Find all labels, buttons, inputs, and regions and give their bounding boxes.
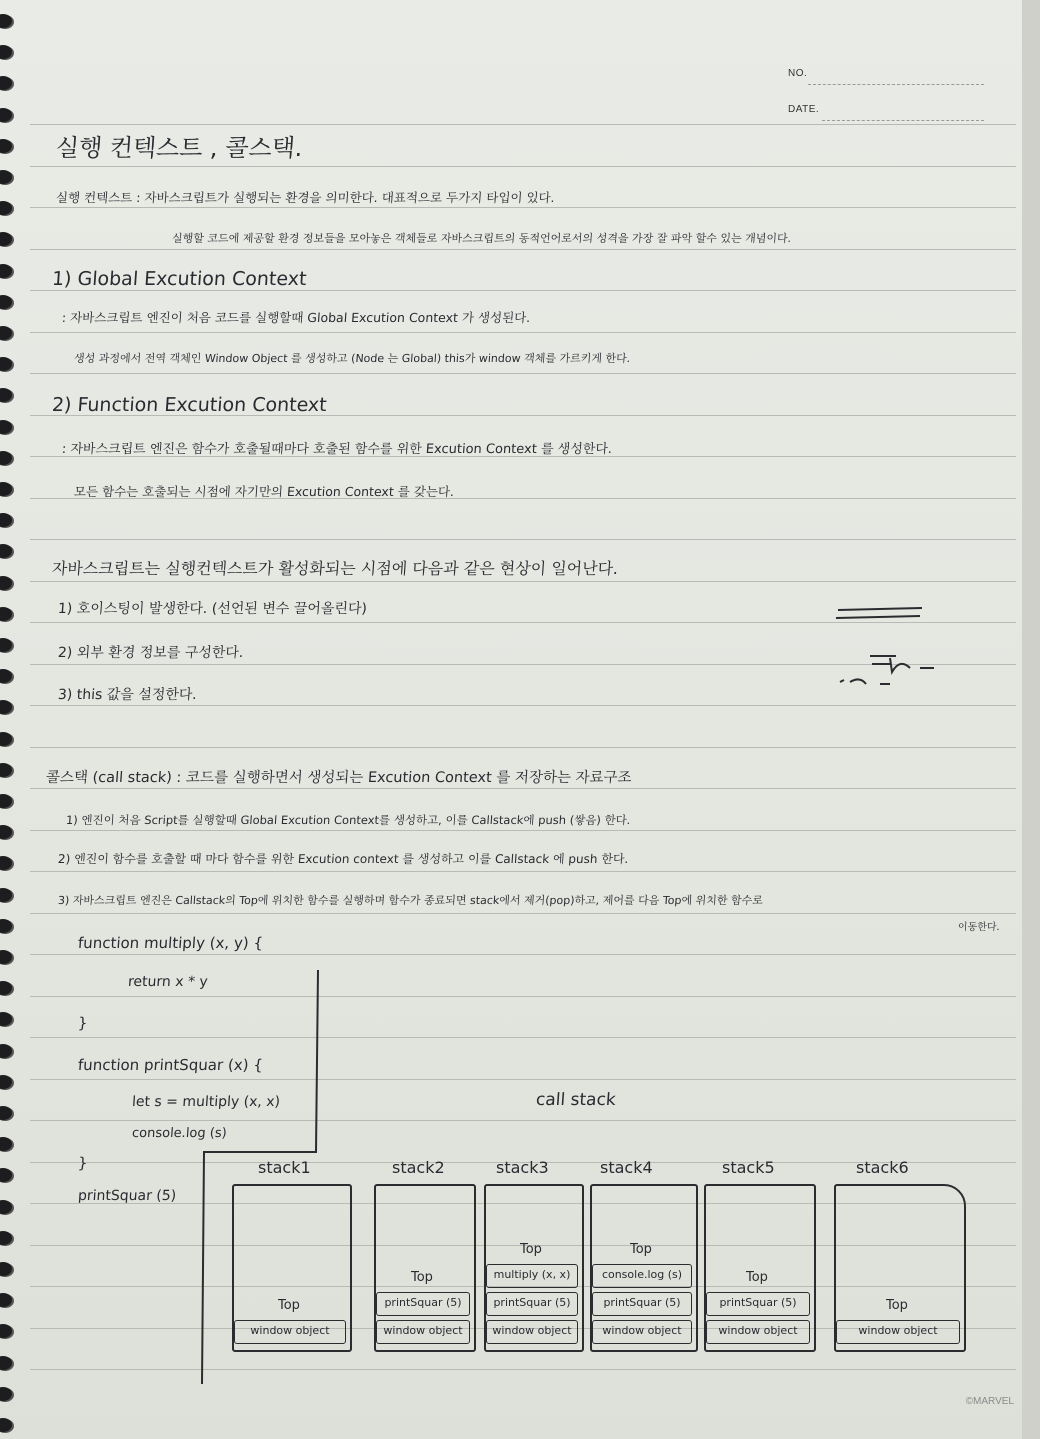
binding-ring bbox=[0, 1168, 12, 1182]
binding-ring bbox=[0, 1137, 12, 1151]
activation-heading: 자바스크립트는 실행컨텍스트가 활성화되는 시점에 다음과 같은 현상이 일어난다. bbox=[51, 559, 619, 578]
binding-ring bbox=[0, 108, 12, 122]
diagram-title: call stack bbox=[535, 1090, 617, 1110]
ruled-line bbox=[30, 705, 1016, 706]
binding-ring bbox=[0, 1356, 12, 1370]
binding-ring bbox=[0, 1231, 12, 1245]
binding-ring bbox=[0, 326, 12, 340]
binding-ring bbox=[0, 950, 12, 964]
binding-ring bbox=[0, 1044, 12, 1058]
binding-ring bbox=[0, 388, 12, 402]
binding-ring bbox=[0, 732, 12, 746]
ruled-line bbox=[30, 996, 1016, 997]
binding-ring bbox=[0, 1262, 12, 1276]
code-line-1: function multiply (x, y) { bbox=[77, 934, 264, 952]
binding-ring bbox=[0, 1387, 12, 1401]
ruled-line bbox=[30, 290, 1016, 291]
binding-ring bbox=[0, 201, 12, 215]
ruled-line bbox=[30, 581, 1016, 582]
stack-item: multiply (x, x) bbox=[486, 1264, 578, 1288]
stack-item: window object bbox=[836, 1320, 960, 1344]
function-line-1: : 자바스크립트 엔진은 함수가 호출될때마다 호출된 함수를 위한 Excution Context 를 생성한다. bbox=[61, 442, 613, 457]
binding-ring bbox=[0, 576, 12, 590]
code-line-7: } bbox=[77, 1154, 89, 1172]
ruled-line bbox=[30, 954, 1016, 955]
binding-ring bbox=[0, 856, 12, 870]
stack-label-6: stack6 bbox=[856, 1158, 909, 1177]
page-title: 실행 컨텍스트 , 콜스택. bbox=[54, 134, 304, 162]
code-line-3: } bbox=[77, 1014, 89, 1032]
code-line-2: return x * y bbox=[127, 974, 209, 990]
ruled-line bbox=[30, 747, 1016, 748]
global-line-1: : 자바스크립트 엔진이 처음 코드를 실행할때 Global Excution Context 가 생성된다. bbox=[61, 310, 531, 325]
binding-ring bbox=[0, 482, 12, 496]
callstack-step-1: 1) 엔진이 처음 Script를 실행할때 Global Excution Context를 생성하고, 이를 Callstack에 push (쌓음) 한다. bbox=[65, 813, 631, 827]
binding-ring bbox=[0, 794, 12, 808]
top-label-5: Top bbox=[746, 1270, 768, 1285]
binding-ring bbox=[0, 420, 12, 434]
activation-item-3: 3) this 값을 설정한다. bbox=[57, 687, 198, 703]
stack-label-1: stack1 bbox=[258, 1158, 311, 1177]
stack-item: printSquar (5) bbox=[486, 1292, 578, 1316]
top-label-6: Top bbox=[886, 1298, 908, 1313]
callstack-heading: 콜스택 (call stack) : 코드를 실행하면서 생성되는 Excution Context 를 저장하는 자료구조 bbox=[45, 770, 633, 786]
binding-ring bbox=[0, 1200, 12, 1214]
stack-label-2: stack2 bbox=[392, 1158, 445, 1177]
ruled-line bbox=[30, 830, 1016, 831]
binding-ring bbox=[0, 513, 12, 527]
page-edge bbox=[1022, 0, 1040, 1439]
code-line-4: function printSquar (x) { bbox=[77, 1056, 264, 1074]
activation-item-1: 1) 호이스팅이 발생한다. (선언된 변수 끌어올린다) bbox=[57, 601, 368, 617]
binding-ring bbox=[0, 264, 12, 278]
stack-item: window object bbox=[486, 1320, 578, 1344]
binding-ring bbox=[0, 1418, 12, 1432]
binding-ring bbox=[0, 232, 12, 246]
binding-ring bbox=[0, 45, 12, 59]
ruled-line bbox=[30, 1369, 1016, 1370]
binding-ring bbox=[0, 700, 12, 714]
binding-ring bbox=[0, 76, 12, 90]
binding-ring bbox=[0, 638, 12, 652]
code-line-6: console.log (s) bbox=[131, 1126, 228, 1141]
binding-ring bbox=[0, 357, 12, 371]
ruled-line bbox=[30, 249, 1016, 250]
stack-item: printSquar (5) bbox=[376, 1292, 470, 1316]
binding-ring bbox=[0, 544, 12, 558]
stack-label-3: stack3 bbox=[496, 1158, 549, 1177]
scribble-mark bbox=[830, 598, 970, 698]
no-line bbox=[808, 84, 984, 85]
stack-item: window object bbox=[706, 1320, 810, 1344]
stack-label-5: stack5 bbox=[722, 1158, 775, 1177]
binding-ring bbox=[0, 451, 12, 465]
date-line bbox=[822, 120, 984, 121]
binding-ring bbox=[0, 888, 12, 902]
ruled-line bbox=[30, 913, 1016, 914]
ruled-line bbox=[30, 539, 1016, 540]
ruled-line bbox=[30, 1037, 1016, 1038]
binding-ring bbox=[0, 1106, 12, 1120]
code-line-8: printSquar (5) bbox=[77, 1188, 177, 1204]
stack-item: console.log (s) bbox=[592, 1264, 692, 1288]
binding-ring bbox=[0, 14, 12, 28]
binding-ring bbox=[0, 825, 12, 839]
brand-logo: ©MARVEL bbox=[965, 1396, 1014, 1407]
binding-ring bbox=[0, 1075, 12, 1089]
ruled-line bbox=[30, 871, 1016, 872]
activation-item-2: 2) 외부 환경 정보를 구성한다. bbox=[57, 645, 244, 661]
intro-line-2: 실행할 코드에 제공할 환경 정보들을 모아놓은 객체들로 자바스크립트의 동적언어로서의 성격을 가장 잘 파악 할수 있는 개념이다. bbox=[171, 232, 792, 245]
intro-line-1: 실행 컨텍스트 : 자바스크립트가 실행되는 환경을 의미한다. 대표적으로 두가지 타입이 있다. bbox=[55, 190, 556, 205]
ruled-line bbox=[30, 332, 1016, 333]
global-line-2: 생성 과정에서 전역 객체인 Window Object 를 생성하고 (Node 는 Global) this가 window 객체를 가르키게 한다. bbox=[73, 352, 631, 365]
top-label-2: Top bbox=[411, 1270, 433, 1285]
ruled-line bbox=[30, 373, 1016, 374]
top-label-3: Top bbox=[520, 1242, 542, 1257]
date-label: DATE. bbox=[788, 104, 820, 115]
callstack-step-3-cont: 이동한다. bbox=[957, 922, 1001, 933]
binding-ring bbox=[0, 1324, 12, 1338]
callstack-step-2: 2) 엔진이 함수를 호출할 때 마다 함수를 위한 Excution context 를 생성하고 이를 Callstack 에 push 한다. bbox=[57, 852, 629, 866]
function-line-2: 모든 함수는 호출되는 시점에 자기만의 Excution Context 를 갖는다. bbox=[73, 484, 455, 499]
ruled-line bbox=[30, 1120, 1016, 1121]
stack-item: printSquar (5) bbox=[706, 1292, 810, 1316]
stack-item: window object bbox=[592, 1320, 692, 1344]
binding-ring bbox=[0, 170, 12, 184]
callstack-step-3: 3) 자바스크립트 엔진은 Callstack의 Top에 위치한 함수를 실행하며 함수가 종료되면 stack에서 제거(pop)하고, 제어를 다음 Top에 위치한 함수로 bbox=[57, 894, 764, 907]
ruled-line bbox=[30, 1079, 1016, 1080]
code-line-5: let s = multiply (x, x) bbox=[131, 1094, 281, 1110]
top-label-4: Top bbox=[630, 1242, 652, 1257]
ruled-line bbox=[30, 166, 1016, 167]
no-label: NO. bbox=[788, 68, 808, 79]
binding-ring bbox=[0, 669, 12, 683]
binding-ring bbox=[0, 139, 12, 153]
binding-ring bbox=[0, 1293, 12, 1307]
stack-item: window object bbox=[234, 1320, 346, 1344]
ruled-line bbox=[30, 124, 1016, 125]
binding-ring bbox=[0, 981, 12, 995]
top-label-1: Top bbox=[278, 1298, 300, 1313]
binding-ring bbox=[0, 763, 12, 777]
ruled-line bbox=[30, 788, 1016, 789]
binding-ring bbox=[0, 295, 12, 309]
binding-ring bbox=[0, 1012, 12, 1026]
stack-item: window object bbox=[376, 1320, 470, 1344]
binding-ring bbox=[0, 919, 12, 933]
function-heading: 2) Function Excution Context bbox=[51, 394, 328, 416]
global-heading: 1) Global Excution Context bbox=[51, 268, 308, 290]
stack-label-4: stack4 bbox=[600, 1158, 653, 1177]
stack-item: printSquar (5) bbox=[592, 1292, 692, 1316]
ruled-line bbox=[30, 207, 1016, 208]
binding-ring bbox=[0, 607, 12, 621]
